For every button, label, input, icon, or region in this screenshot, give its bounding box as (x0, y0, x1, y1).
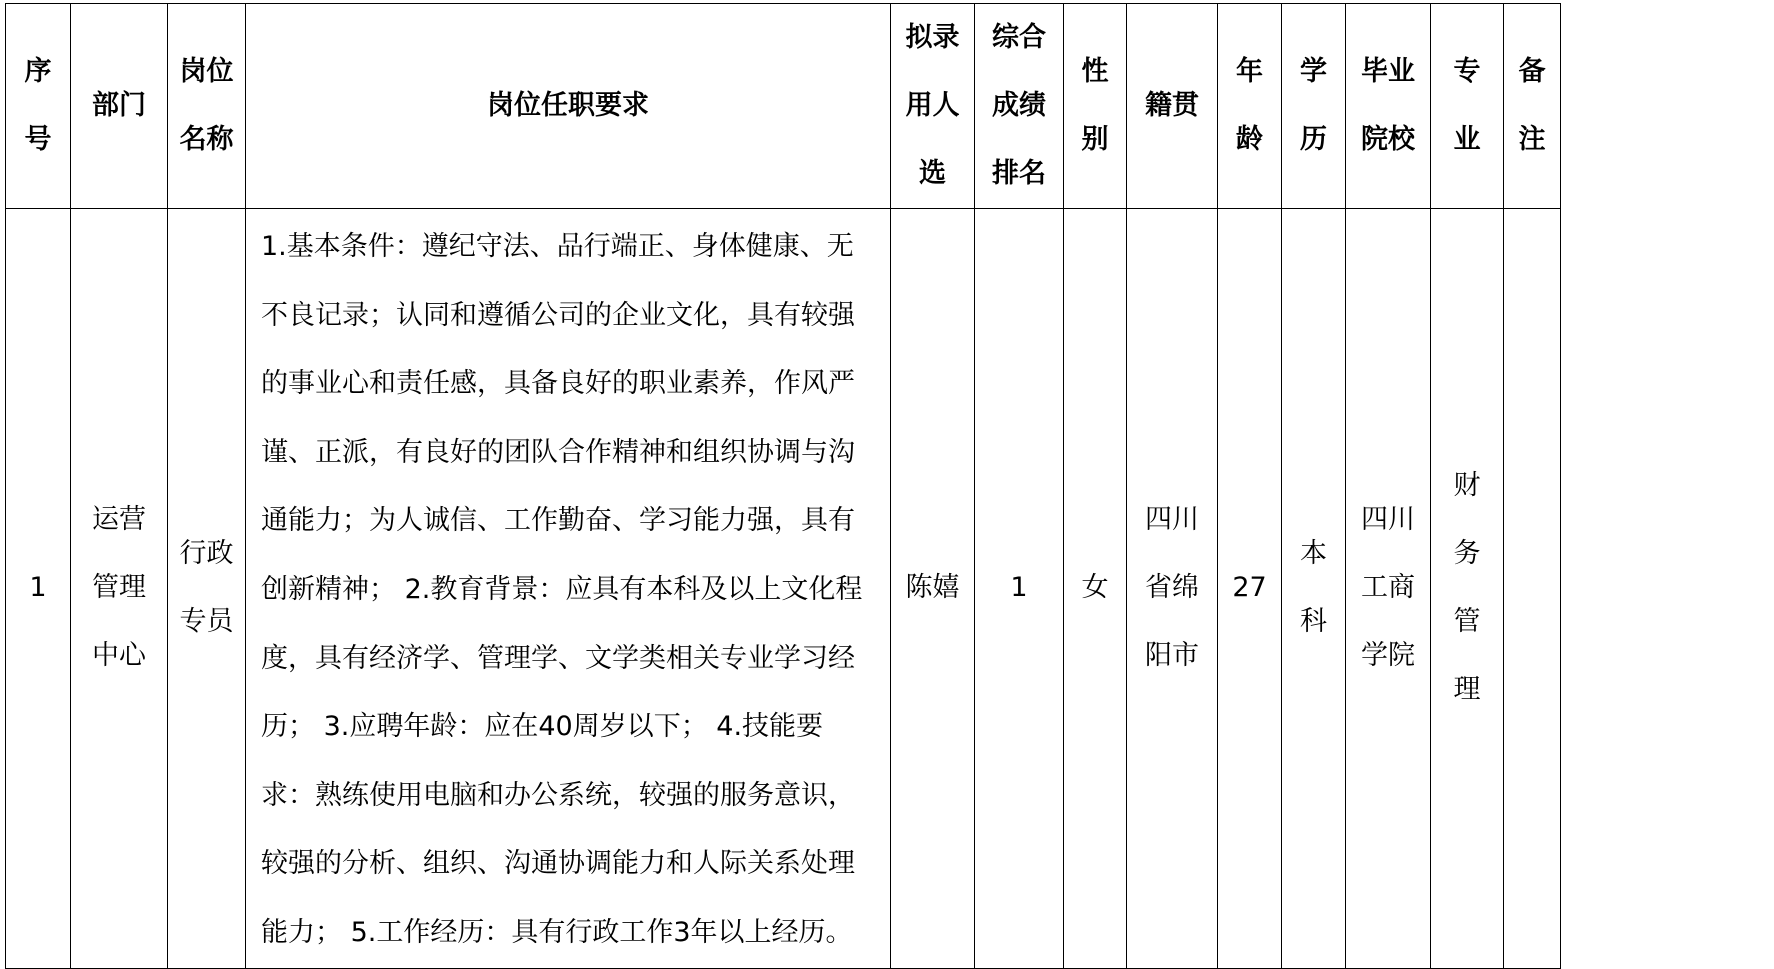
header-education-label: 学 历 (1300, 56, 1327, 155)
header-dept-label: 部门 (92, 90, 146, 121)
cell-school-value: 四川 工商 学院 (1361, 504, 1415, 672)
cell-rank (975, 209, 1064, 969)
cell-dept-value: 运营 管理 中心 (92, 504, 146, 672)
header-remarks-label: 备 注 (1518, 56, 1546, 155)
cell-education-value: 本 科 (1300, 538, 1327, 638)
cell-seq-value: 1 (29, 572, 47, 604)
cell-requirements (246, 209, 891, 969)
header-position-label: 岗位 名称 (179, 56, 234, 155)
table-row (6, 209, 1561, 969)
header-seq (6, 4, 71, 209)
cell-candidate-value: 陈嬉 (905, 572, 960, 604)
header-requirements (246, 4, 891, 209)
header-dept (71, 4, 168, 209)
header-school-label: 毕业 院校 (1361, 56, 1415, 155)
cell-candidate (891, 209, 975, 969)
header-major (1431, 4, 1504, 209)
header-age-label: 年 龄 (1236, 56, 1263, 155)
header-origin-label: 籍贯 (1145, 90, 1199, 121)
header-gender-label: 性 别 (1081, 56, 1109, 155)
cell-remarks (1504, 209, 1561, 969)
header-position (168, 4, 246, 209)
cell-age (1218, 209, 1282, 969)
header-major-label: 专 业 (1453, 56, 1481, 155)
cell-origin-value: 四川 省绵 阳市 (1145, 504, 1199, 672)
cell-origin (1127, 209, 1218, 969)
cell-age-value: 27 (1232, 572, 1267, 604)
header-remarks (1504, 4, 1561, 209)
cell-major (1431, 209, 1504, 969)
candidate-table (5, 3, 1561, 969)
header-requirements-label: 岗位任职要求 (487, 90, 649, 121)
cell-position (168, 209, 246, 969)
cell-gender-value: 女 (1081, 572, 1109, 604)
header-education (1282, 4, 1346, 209)
header-candidate (891, 4, 975, 209)
cell-rank-value: 1 (1010, 572, 1028, 604)
header-age (1218, 4, 1282, 209)
header-rank-label: 综合 成绩 排名 (992, 22, 1046, 189)
cell-seq (6, 209, 71, 969)
cell-major-value: 财 务 管 理 (1453, 470, 1481, 706)
header-origin (1127, 4, 1218, 209)
cell-requirements-value: 1.基本条件：遵纪守法、品行端正、身体健康、无不良记录；认同和遵循公司的企业文化，具有较强的事业心和责任感，具备良好的职业素养，作风严谨、正派，有良好的团队合作精神和组织协调与沟通能力；为人诚信、工作勤奋、学习能力强，具有创新精神； 2.教育背景：应具有本科及以上文化程度，具有经济学、管理学、文学类相关专业学习经历； 3.应聘年龄：应在40周岁以下； 4.技能要求：熟练使用电脑和办公系统，较强的服务意识，较强的分析、组织、沟通协调能力和人际关系处理能力； 5.工作经历：具有行政工作3年以上经历。 (261, 231, 863, 948)
cell-school (1346, 209, 1431, 969)
cell-education (1282, 209, 1346, 969)
header-seq-label: 序 号 (24, 56, 52, 155)
cell-gender (1064, 209, 1127, 969)
header-rank (975, 4, 1064, 209)
header-candidate-label: 拟录 用人 选 (905, 22, 960, 189)
cell-dept (71, 209, 168, 969)
header-school (1346, 4, 1431, 209)
header-row (6, 4, 1561, 209)
cell-position-value: 行政 专员 (179, 538, 234, 638)
header-gender (1064, 4, 1127, 209)
